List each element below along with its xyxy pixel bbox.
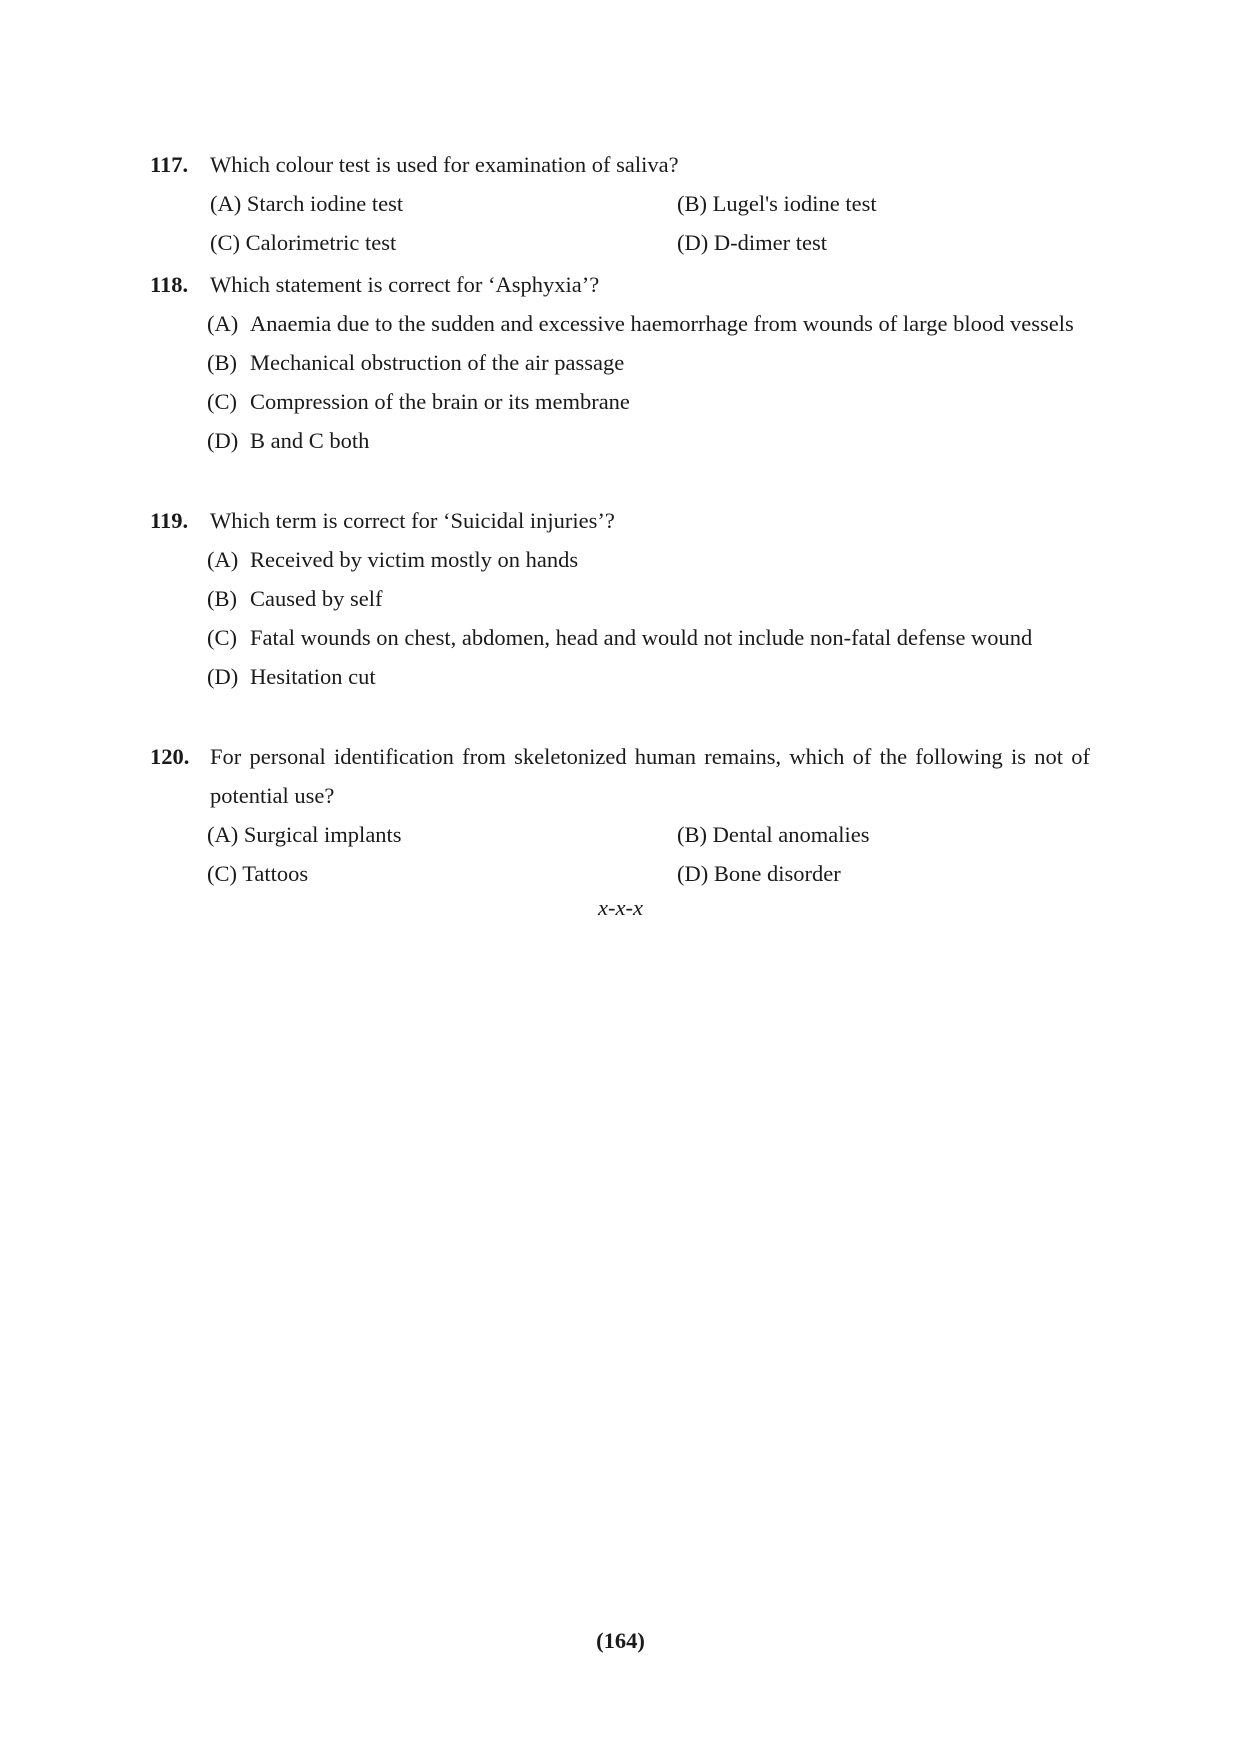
option-d[interactable]: [150, 657, 1090, 696]
option-label: (C): [207, 389, 237, 414]
option-d[interactable]: [150, 421, 1090, 460]
option-text: B and C both: [250, 428, 370, 453]
option-a[interactable]: [150, 540, 1090, 579]
option-label: (B): [207, 350, 237, 375]
question-text: Which statement is correct for ‘Asphyxia’?: [210, 272, 600, 297]
option-a[interactable]: [150, 304, 1090, 343]
option-b[interactable]: [150, 579, 1090, 618]
option-label: (D): [207, 428, 239, 453]
option-label: (B): [207, 586, 237, 611]
option-label: (A): [207, 311, 239, 336]
option-text: Anaemia due to the sudden and excessive haemorrhage from wounds of large blood vessels: [250, 311, 1074, 336]
option-label: (C): [207, 625, 237, 650]
question-number: 119.: [150, 508, 189, 533]
option-d[interactable]: (D) Bone disorder: [677, 861, 841, 886]
option-a[interactable]: (A) Starch iodine test: [210, 191, 404, 216]
option-label: (D): [207, 664, 239, 689]
option-label: (A): [207, 547, 239, 572]
end-mark: x-x-x: [598, 895, 643, 920]
question-119: [150, 501, 1090, 696]
question-text: Which colour test is used for examination of saliva?: [210, 152, 679, 177]
question-text: For personal identification from skeletonized human remains, which of the following is not of potential use?: [210, 744, 1090, 808]
option-row: [150, 184, 1090, 223]
option-c[interactable]: (C) Tattoos: [207, 861, 309, 886]
option-c[interactable]: [150, 618, 1090, 657]
option-row: [150, 854, 1090, 893]
question-number: 118.: [150, 272, 189, 297]
question-number: 117.: [150, 152, 189, 177]
option-text: Received by victim mostly on hands: [250, 547, 579, 572]
page-number: (164): [596, 1628, 645, 1653]
question-118: [150, 265, 1090, 460]
question-120: [150, 737, 1090, 893]
option-row: [150, 815, 1090, 854]
question-117: [150, 145, 1090, 262]
option-text: Fatal wounds on chest, abdomen, head and would not include non-fatal defense wound: [250, 625, 1033, 650]
option-text: Caused by self: [250, 586, 383, 611]
option-row: [150, 223, 1090, 262]
option-b[interactable]: [150, 343, 1090, 382]
option-a[interactable]: (A) Surgical implants: [207, 822, 402, 847]
option-text: Mechanical obstruction of the air passage: [250, 350, 625, 375]
option-b[interactable]: (B) Dental anomalies: [677, 822, 870, 847]
option-d[interactable]: (D) D-dimer test: [677, 230, 827, 255]
option-text: Hesitation cut: [250, 664, 376, 689]
question-text: Which term is correct for ‘Suicidal injuries’?: [210, 508, 615, 533]
option-text: Compression of the brain or its membrane: [250, 389, 630, 414]
option-c[interactable]: (C) Calorimetric test: [210, 230, 397, 255]
option-b[interactable]: (B) Lugel's iodine test: [677, 191, 877, 216]
question-number: 120.: [150, 744, 190, 769]
option-c[interactable]: [150, 382, 1090, 421]
